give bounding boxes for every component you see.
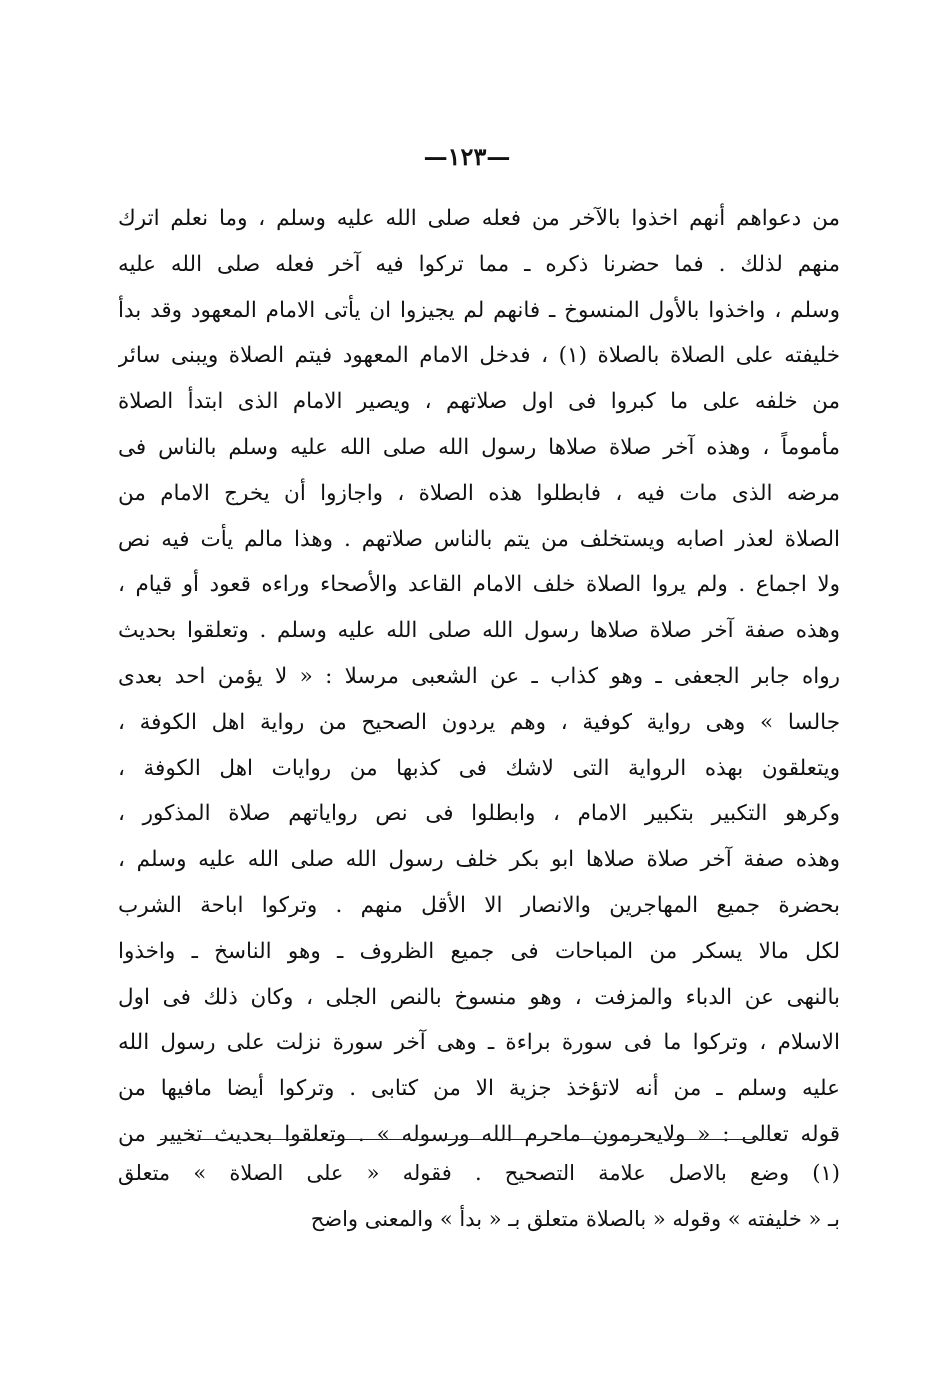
text-line: جالسا » وهى رواية كوفية ، وهم يردون الصحيح من رواية اهل الكوفة ،	[118, 709, 840, 735]
text-line: قوله تعالى : « ولايحرمون ماحرم الله ورسوله » . وتعلقوا بحديث تخيير من	[118, 1121, 840, 1147]
text-line: رواه جابر الجعفى ـ وهو كذاب ـ عن الشعبى مرسلا : « لا يؤمن احد بعدى	[118, 663, 840, 689]
text-line: لكل مالا يسكر من المباحات فى جميع الظروف ـ وهو الناسخ ـ واخذوا	[118, 938, 840, 964]
page-number: —١٢٣—	[423, 142, 511, 171]
text-line: خليفته على الصلاة بالصلاة (١) ، فدخل الامام المعهود فيتم الصلاة ويبنى سائر	[118, 343, 840, 369]
text-line: وكرهو التكبير بتكبير الامام ، وابطلوا فى نص رواياتهم صلاة المذكور ،	[118, 801, 840, 827]
text-line: مأموماً ، وهذه آخر صلاة صلاها رسول الله صلى الله عليه وسلم بالناس فى	[118, 434, 840, 460]
text-line: منهم لذلك . فما حضرنا ذكره ـ مما تركوا فيه آخر فعله صلى الله عليه	[118, 251, 840, 277]
footnote	[118, 1150, 840, 1242]
text-line: من خلفه على ما كبروا فى اول صلاتهم ، ويصير الامام الذى ابتدأ الصلاة	[118, 389, 840, 415]
text-line: ويتعلقون بهذه الرواية التى لاشك فى كذبها من روايات اهل الكوفة ،	[118, 755, 840, 781]
footnote-separator	[160, 1139, 786, 1140]
text-line: ولا اجماع . ولم يروا الصلاة خلف الامام القاعد والأصحاء وراءه قعود أو قيام ،	[118, 572, 840, 598]
text-line: الاسلام ، وتركوا ما فى سورة براءة ـ وهى آخر سورة نزلت على رسول الله	[118, 1030, 840, 1056]
text-line: عليه وسلم ـ من أنه لاتؤخذ جزية الا من كتابى . وتركوا أيضا مافيها من	[118, 1076, 840, 1102]
text-line: وهذه صفة آخر صلاة صلاها ابو بكر خلف رسول الله صلى الله عليه وسلم ،	[118, 847, 840, 873]
text-line: الصلاة لعذر اصابه ويستخلف من يتم بالناس صلاتهم . وهذا مالم يأت فيه نص	[118, 526, 840, 552]
text-line: من دعواهم أنهم اخذوا بالآخر من فعله صلى الله عليه وسلم ، وما نعلم اترك	[118, 206, 840, 231]
footnote-line: بـ « خليفته » وقوله « بالصلاة متعلق بـ « بدأ » والمعنى واضح	[310, 1207, 840, 1231]
text-line: وهذه صفة آخر صلاة صلاها رسول الله صلى الله عليه وسلم . وتعلقوا بحديث	[118, 618, 840, 644]
body-text	[118, 196, 840, 1158]
text-line: بحضرة جميع المهاجرين والانصار الا الأقل منهم . وتركوا اباحة الشرب	[118, 892, 840, 918]
text-line: بالنهى عن الدباء والمزفت ، وهو منسوخ بالنص الجلى ، وكان ذلك فى اول	[118, 984, 840, 1010]
text-line: مرضه الذى مات فيه ، فابطلوا هذه الصلاة ، واجازوا أن يخرج الامام من	[118, 480, 840, 506]
footnote-line: (١) وضع بالاصل علامة التصحيح . فقوله « على الصلاة » متعلق	[118, 1161, 840, 1185]
text-line: وسلم ، واخذوا بالأول المنسوخ ـ فانهم لم يجيزوا ان يأتى الامام المعهود وقد بدأ	[118, 297, 840, 323]
